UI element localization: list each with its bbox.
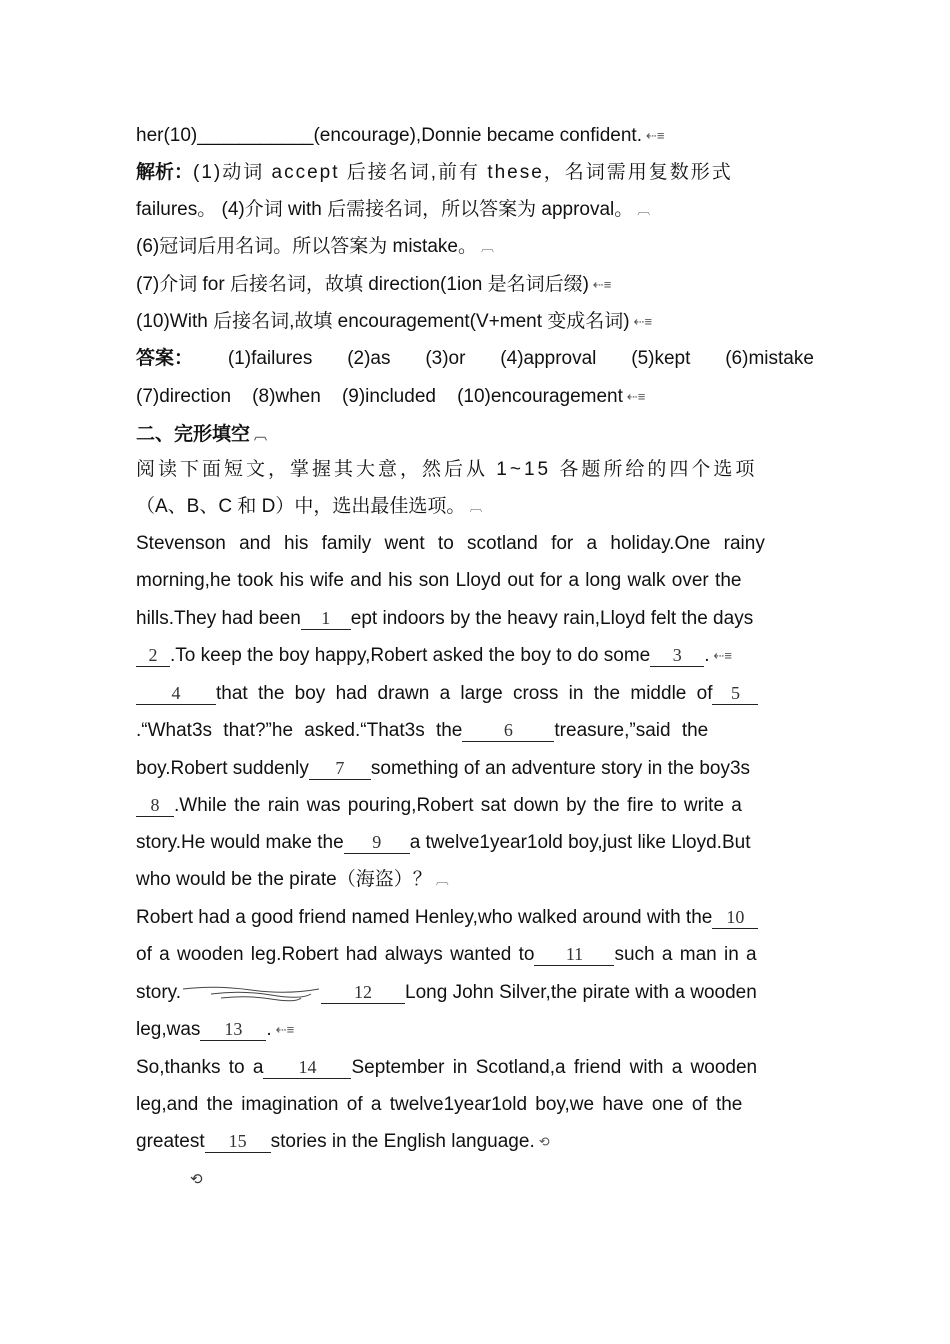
answer-item: (10)encouragement — [457, 386, 623, 408]
passage-line — [136, 1090, 814, 1120]
passage-text: So,thanks to a — [136, 1057, 264, 1078]
analysis-text: (7)介词 for 后接名词，故填 direction(1ion 是名词后缀) — [136, 274, 589, 296]
return-mark-icon: ⟲ — [538, 1134, 550, 1149]
passage-line — [136, 1053, 814, 1083]
instruction-text: （A、B、C 和 D）中，选出最佳选项。 — [136, 496, 466, 518]
blank-10[interactable]: 10 — [712, 906, 758, 929]
passage-line — [136, 566, 814, 596]
return-mark-icon: ⟲ — [190, 1171, 203, 1188]
corner-mark-icon: ︹ — [435, 872, 449, 887]
passage-text: treasure,”said the — [554, 720, 709, 741]
answer-item: (4)approval — [500, 348, 597, 369]
passage-text: story. — [136, 982, 182, 1003]
corner-mark-icon: ︹ — [254, 427, 268, 442]
blank-3[interactable]: 3 — [650, 644, 704, 667]
passage-text: September in Scotland,a friend with a wooden — [351, 1057, 758, 1078]
answer-item: (2)as — [347, 348, 391, 369]
passage-text: a twelve1year1old boy,just like Lloyd.But — [409, 832, 751, 853]
passage-line — [136, 1015, 814, 1045]
paragraph-mark-icon: ⇠≡ — [713, 648, 732, 663]
blank-2[interactable]: 2 — [136, 644, 170, 667]
passage-line — [136, 865, 814, 895]
corner-mark-icon: ︹ — [480, 239, 494, 254]
passage-text: story.He would make the — [136, 832, 344, 853]
answer-item: (7)direction — [136, 386, 232, 408]
blank-8[interactable]: 8 — [136, 794, 174, 817]
blank-4[interactable]: 4 — [136, 682, 216, 705]
blank-5[interactable]: 5 — [712, 682, 758, 705]
passage-text: .To keep the boy happy,Robert asked the boy to do some — [170, 645, 651, 667]
passage-line — [136, 828, 814, 858]
passage-text: greatest — [136, 1131, 205, 1153]
section-title: 二、完形填空 — [136, 424, 251, 446]
passage-text: boy.Robert suddenly — [136, 758, 309, 779]
instruction-line — [136, 455, 814, 485]
passage-text: leg,and the imagination of a twelve1year1old boy,we have one of the — [136, 1094, 743, 1115]
corner-mark-icon: ︹ — [469, 499, 483, 514]
blank-14[interactable]: 14 — [263, 1056, 351, 1079]
instruction-text: 阅读下面短文，掌握其大意，然后从 1~15 各题所给的四个选项 — [136, 459, 758, 480]
paragraph-mark-icon: ⇠≡ — [592, 277, 612, 292]
passage-text: morning,he took his wife and his son Lloyd out for a long walk over the — [136, 570, 742, 591]
paragraph-mark-icon: ⇠≡ — [626, 389, 646, 404]
passage-text: Long John Silver,the pirate with a wooden — [405, 982, 757, 1003]
passage-text: that the boy had drawn a large cross in the middle of — [216, 683, 713, 704]
passage-line — [136, 679, 814, 709]
passage-text: .“What3s that?”he asked.“That3s the — [136, 720, 463, 741]
blank-6[interactable]: 6 — [462, 719, 554, 742]
passage-line — [136, 940, 814, 970]
passage-text: hills.They had been — [136, 608, 301, 629]
analysis-line — [136, 158, 814, 188]
blank-15[interactable]: 15 — [205, 1130, 271, 1153]
passage-text: Stevenson and his family went to scotland for a holiday.One rainy — [136, 533, 765, 554]
text-line — [136, 270, 814, 300]
passage-text: . — [266, 1019, 272, 1041]
passage-text: Robert had a good friend named Henley,who walked around with the — [136, 907, 713, 928]
passage-line — [136, 754, 814, 784]
paragraph-mark-icon: ⇠≡ — [633, 314, 653, 329]
answer-item: (1)failures — [227, 348, 313, 369]
answer-sentence: her(10)___________(encourage),Donnie became confident. — [136, 125, 642, 147]
passage-line — [136, 641, 814, 671]
analysis-text: (10)With 后接名词,故填 encouragement(V+ment 变成名词) — [136, 311, 630, 333]
blank-12[interactable]: 12 — [321, 981, 405, 1004]
passage-line — [136, 903, 814, 933]
passage-text: such a man in a — [614, 944, 757, 965]
passage-line — [136, 978, 814, 1008]
passage-text: leg,was — [136, 1019, 201, 1041]
analysis-text: (6)冠词后用名词。所以答案为 mistake。 — [136, 236, 477, 258]
blank-13[interactable]: 13 — [200, 1018, 266, 1041]
section-heading — [136, 420, 814, 450]
text-line — [136, 121, 814, 151]
answer-item: (6)mistake — [725, 348, 814, 369]
analysis-text: failures。 (4)介词 with 后需接名词，所以答案为 approval。 — [136, 199, 634, 221]
blank-9[interactable]: 9 — [344, 831, 410, 854]
text-line — [136, 195, 814, 225]
analysis-text: (1)动词 accept 后接名词,前有 these，名词需用复数形式 — [193, 162, 733, 183]
passage-line — [136, 791, 814, 821]
text-line — [136, 307, 814, 337]
answer-item: (3)or — [425, 348, 466, 369]
passage-line — [136, 529, 814, 559]
paragraph-mark-icon: ⇠≡ — [275, 1022, 295, 1037]
passage-text: . — [704, 645, 710, 667]
paragraph-mark-icon: ⇠≡ — [645, 128, 665, 143]
answer-item: (8)when — [252, 386, 321, 408]
answer-line — [136, 344, 814, 374]
blank-7[interactable]: 7 — [309, 757, 371, 780]
wavy-underline-icon — [181, 983, 321, 1003]
instruction-line — [136, 492, 814, 522]
answer-line — [136, 382, 814, 412]
passage-line — [136, 1127, 814, 1157]
analysis-label: 解析： — [136, 162, 194, 183]
answer-item: (9)included — [341, 386, 436, 408]
passage-text: who would be the pirate（海盗）？ — [136, 869, 432, 891]
text-line — [136, 232, 814, 262]
passage-text: .While the rain was pouring,Robert sat down by the fire to write a — [174, 795, 742, 816]
passage-text: ept indoors by the heavy rain,Lloyd felt the days — [350, 608, 754, 629]
blank-1[interactable]: 1 — [301, 607, 351, 630]
answer-item: (5)kept — [631, 348, 691, 369]
corner-mark-icon: ︹ — [637, 202, 651, 217]
passage-line — [136, 716, 814, 746]
passage-text: of a wooden leg.Robert had always wanted to — [136, 944, 535, 965]
passage-text: stories in the English language. — [270, 1131, 535, 1153]
blank-11[interactable]: 11 — [534, 943, 614, 966]
passage-line — [136, 604, 814, 634]
answer-label: 答案： — [136, 348, 194, 369]
passage-text: something of an adventure story in the boy3s — [370, 758, 751, 779]
